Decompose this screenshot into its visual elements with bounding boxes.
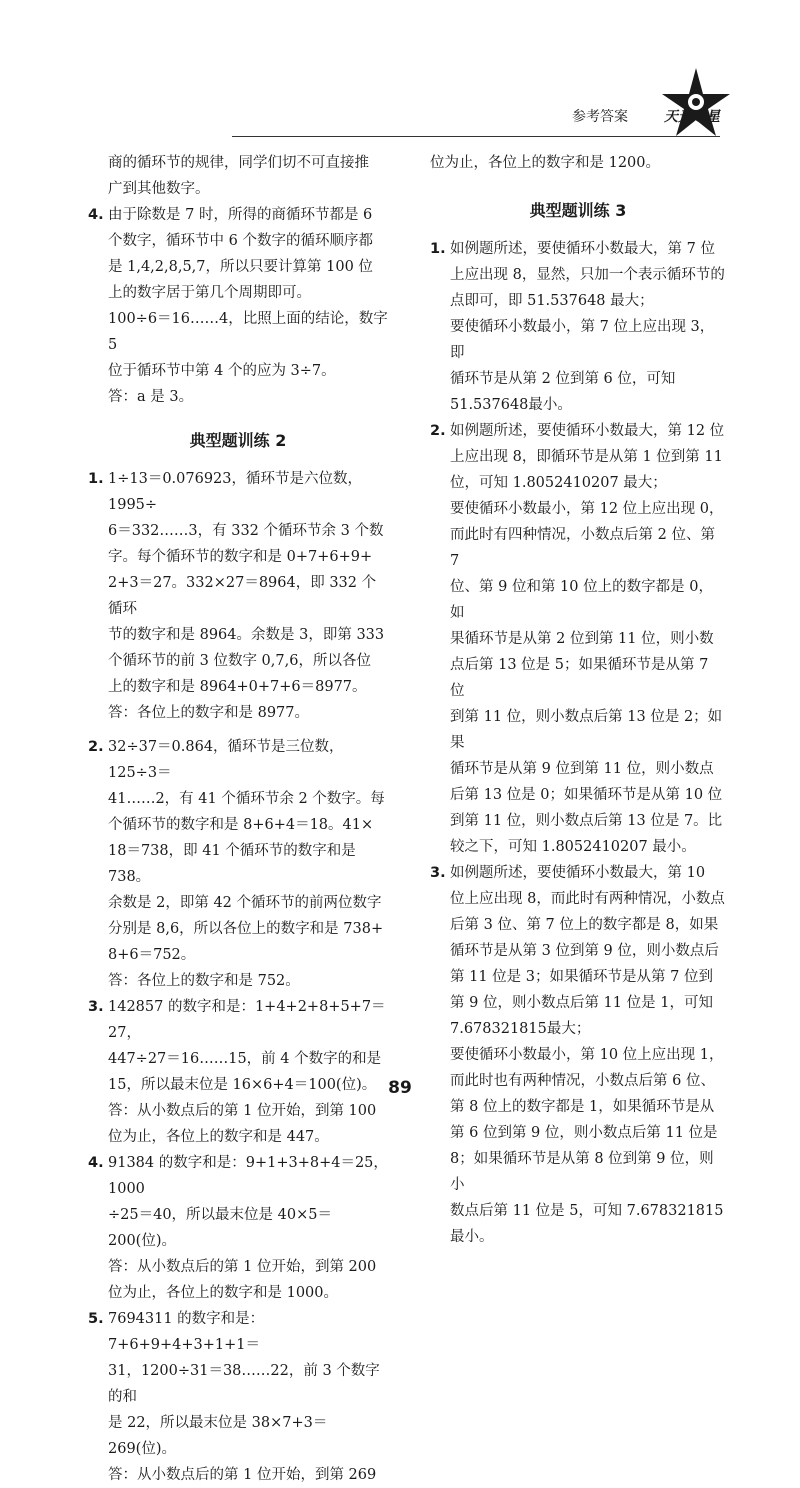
answer-item bbox=[88, 1150, 388, 1306]
item-text: 7694311 的数字和是：7+6+9+4+3+1+1＝ 31，1200÷31＝38……22，前 3 个数字的和 是 22，所以最末位是 38×7+3＝269(位)。 答：从小数点后的第 1 位开始，到第 269 bbox=[108, 1311, 380, 1483]
answer-item bbox=[88, 734, 388, 994]
answer-item bbox=[88, 1306, 388, 1488]
logo-text: 天天之星 bbox=[664, 109, 720, 125]
answer-item bbox=[88, 466, 388, 726]
item-text: 142857 的数字和是：1+4+2+8+5+7＝27， 447÷27＝16……15，前 4 个数字的和是 15，所以最末位是 16×6+4＝100(位)。 答：从小数点后的第 1 位开始，到第 100 位为止，各位上的数字和是 447。 bbox=[108, 999, 386, 1145]
item-number: 2. bbox=[430, 423, 446, 439]
item-text: 由于除数是 7 时，所得的商循环节都是 6 个数字，循环节中 6 个数字的循环顺序都 是 1,4,2,8,5,7，所以只要计算第 100 位 上的数字居于第几个周期即可。 100÷6＝16……4，比照上面的结论，数字 5 位于循环节中第 4 个的应为 3÷7。 答：a 是 3。 bbox=[108, 207, 388, 405]
section-title-3: 典型题训练 3 bbox=[529, 201, 627, 220]
item-number: 4. bbox=[88, 1155, 104, 1171]
item-number: 2. bbox=[88, 739, 104, 755]
answer-item bbox=[430, 418, 726, 860]
header-divider bbox=[232, 136, 720, 137]
answer-item bbox=[430, 860, 726, 1250]
intro-text: 商的循环节的规律，同学们切不可直接推 广到其他数字。 bbox=[108, 155, 369, 197]
item-number: 5. bbox=[88, 1311, 104, 1327]
item-number: 3. bbox=[430, 865, 446, 881]
item-text: 91384 的数字和是：9+1+3+8+4＝25，1000 ÷25＝40，所以最末位是 40×5＝200(位)。 答：从小数点后的第 1 位开始，到第 200 位为止，各位上的数字和是 1000。 bbox=[108, 1155, 388, 1301]
star-logo-icon bbox=[656, 64, 736, 144]
item-text: 1÷13＝0.076923，循环节是六位数，1995÷ 6＝332……3，有 332 个循环节余 3 个数 字。每个循环节的数字和是 0+7+6+9+ 2+3＝27。332×27＝8964，即 332 个循环 节的数字和是 8964。余数是 3，即第 333 个循环节的前 3 位数字 0,7,6，所以各位 上的数字和是 8964+0+7+6＝8977。 答：各位上的数字和是 8977。 bbox=[108, 471, 385, 721]
answer-item bbox=[430, 236, 726, 418]
item-text: 如例题所述，要使循环小数最大，第 7 位 上应出现 8，显然，只加一个表示循环节的 点即可，即 51.537648 最大； 要使循环小数最小，第 7 位上应出现 3，即 循环节是从第 2 位到第 6 位，可知 51.537648最小。 bbox=[450, 241, 725, 413]
item-text: 32÷37＝0.864，循环节是三位数，125÷3＝ 41……2，有 41 个循环节余 2 个数字。每 个循环节的数字和是 8+6+4＝18。41× 18＝738，即 41 个循环节的数字和是 738。 余数是 2，即第 42 个循环节的前两位数字 分别是 8,6，所以各位上的数字和是 738+ 8+6＝752。 答：各位上的数字和是 752。 bbox=[108, 739, 385, 989]
item-text: 如例题所述，要使循环小数最大，第 10 位上应出现 8，而此时有两种情况，小数点 后第 3 位、第 7 位上的数字都是 8，如果 循环节是从第 3 位到第 9 位，则小数点后 第 11 位是 3；如果循环节是从第 7 位到 第 9 位，则小数点后第 11 位是 1，可知 7.678321815最大； 要使循环小数最小，第 10 位上应出现 1， 而此时也有两种情况，小数点后第 6 位、 第 8 位上的数字都是 1，如果循环节是从 第 6 位到第 9 位，则小数点后第 11 位是 8；如果循环节是从第 8 位到第 9 位，则小 数点后第 11 位是 5，可知 7.678321815 最小。 bbox=[450, 865, 725, 1245]
item-number: 4. bbox=[88, 207, 104, 223]
answer-item-4 bbox=[88, 202, 388, 410]
answer-item bbox=[88, 994, 388, 1150]
left-column bbox=[88, 150, 388, 1488]
section-title-2: 典型题训练 2 bbox=[189, 431, 287, 450]
item-text: 如例题所述，要使循环小数最大，第 12 位 上应出现 8，即循环节是从第 1 位到第 11 位，可知 1.8052410207 最大； 要使循环小数最小，第 12 位上应出现 0， 而此时有四种情况，小数点后第 2 位、第 7 位、第 9 位和第 10 位上的数字都是 0，如 果循环节是从第 2 位到第 11 位，则小数 点后第 13 位是 5；如果循环节是从第 7 位 到第 11 位，则小数点后第 13 位是 2；如果 循环节是从第 9 位到第 11 位，则小数点 后第 13 位是 0；如果循环节是从第 10 位 到第 11 位，则小数点后第 13 位是 7。比 较之下，可知 1.8052410207 最小。 bbox=[450, 423, 725, 855]
page-number: 89 bbox=[388, 1078, 412, 1098]
header-label: 参考答案 bbox=[572, 109, 628, 125]
item-number: 3. bbox=[88, 999, 104, 1015]
continuation-text: 位为止，各位上的数字和是 1200。 bbox=[430, 155, 661, 171]
item-number: 1. bbox=[430, 241, 446, 257]
item-number: 1. bbox=[88, 471, 104, 487]
